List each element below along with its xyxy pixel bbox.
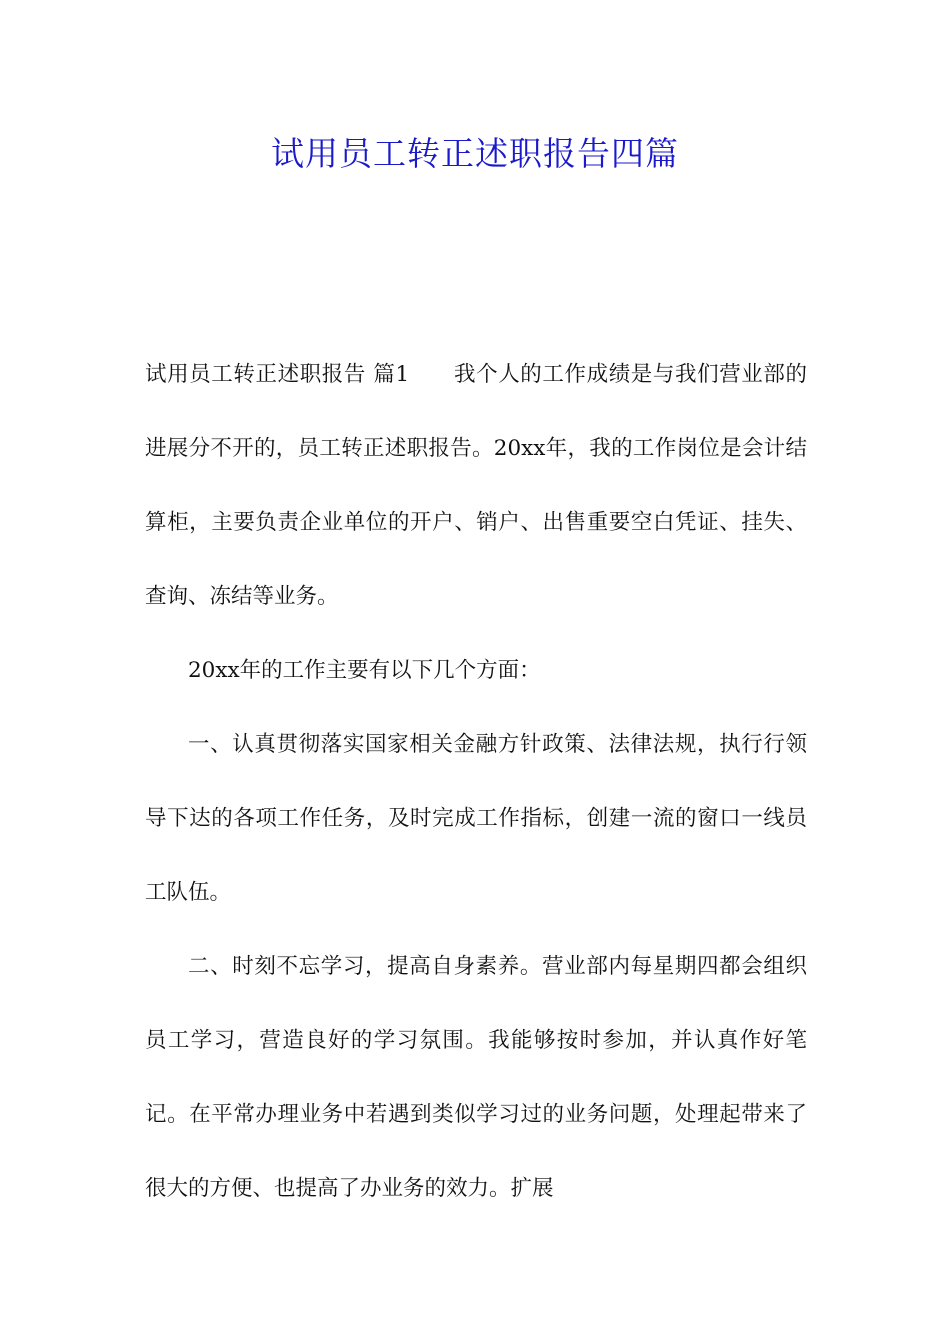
paragraph-work-overview: 20xx年的工作主要有以下几个方面： bbox=[188, 658, 541, 683]
paragraph-point-two: 二、时刻不忘学习，提高自身素养。营业部内每星期四都会组织员工学习，营造良好的学习氛围。我能够按时参加，并认真作好笔记。在平常办理业务中若遇到类似学习过的业务问题，处理起带来了很大的方便、也提高了办业务的效力。扩展 bbox=[145, 954, 807, 1201]
paragraph-intro: 试用员工转正述职报告 篇1 我个人的工作成绩是与我们营业部的进展分不开的，员工转正述职报告。20xx年，我的工作岗位是会计结算柜，主要负责企业单位的开户、销户、出售重要空白凭证、挂失、查询、冻结等业务。 bbox=[145, 362, 807, 609]
document-title: 试用员工转正述职报告四篇 bbox=[271, 134, 679, 173]
document-body bbox=[145, 338, 807, 1226]
paragraph-point-one: 一、认真贯彻落实国家相关金融方针政策、法律法规，执行行领导下达的各项工作任务，及时完成工作指标，创建一流的窗口一线员工队伍。 bbox=[145, 732, 807, 905]
